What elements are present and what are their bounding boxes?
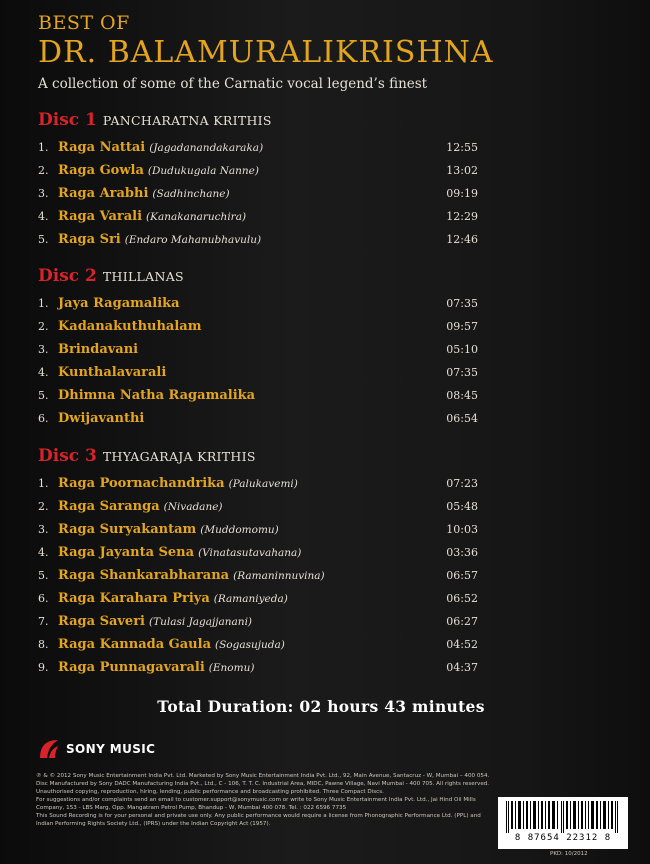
track-number: 4.	[38, 210, 49, 223]
track-title: Dwijavanthi	[58, 411, 145, 426]
track-row	[38, 472, 478, 495]
track-duration: 12:46	[446, 233, 478, 246]
disc-heading	[38, 110, 478, 134]
track-row	[38, 159, 478, 182]
track-row	[38, 228, 478, 251]
track-title: Raga Punnagavarali (Enomu)	[58, 660, 255, 675]
track-title: Raga Suryakantam (Muddomomu)	[58, 522, 279, 537]
track-row	[38, 338, 478, 361]
track-duration: 13:02	[446, 164, 478, 177]
track-duration: 09:19	[446, 187, 478, 200]
track-duration: 06:52	[446, 592, 478, 605]
track-row	[38, 495, 478, 518]
disc-3-section	[38, 446, 478, 679]
track-duration: 10:03	[446, 523, 478, 536]
track-number: 5.	[38, 569, 49, 582]
track-number: 6.	[38, 412, 49, 425]
track-duration: 05:10	[446, 343, 478, 356]
track-row	[38, 182, 478, 205]
track-row	[38, 541, 478, 564]
track-row	[38, 610, 478, 633]
disc-label: Disc 2	[38, 266, 97, 286]
legal-text	[36, 772, 496, 828]
track-duration: 04:37	[446, 661, 478, 674]
legal-paragraph: This Sound Recording is for your personal and private use only. Any public performance would require a license from Phonographic Performance Ltd. (PPL) and Indian Performing Rights Society Ltd., (IPRS) under the Indian Copyright Act (1957).	[36, 813, 481, 827]
track-duration: 06:57	[446, 569, 478, 582]
legal-paragraph: ℗ & © 2012 Sony Music Entertainment India Pvt. Ltd. Marketed by Sony Music Entertainment India Pvt. Ltd., 92, Main Avenue, Santacruz - W, Mumbai – 400 054. Disc Manufactured by Sony DADC Manufacturing India Pvt., Ltd., C - 106, T. T. C. Industrial Area, MIDC, Pawne Village, Navi Mumbai - 400 705. All rights reserved. Unauthorised copying, reproduction, hiring, lending, public performance and broadcasting prohibited. Three Compact Discs.	[36, 773, 490, 795]
track-duration: 06:27	[446, 615, 478, 628]
pkd-date: PKD: 10/2012	[550, 851, 588, 857]
track-duration: 07:35	[446, 366, 478, 379]
track-number: 1.	[38, 141, 49, 154]
track-subtitle: (Jagadanandakaraka)	[149, 142, 264, 154]
track-row	[38, 518, 478, 541]
track-row	[38, 384, 478, 407]
disc-1-section	[38, 110, 478, 251]
track-duration: 06:54	[446, 412, 478, 425]
disc-label: Disc 1	[38, 110, 97, 130]
album-subtitle: A collection of some of the Carnatic vocal legend’s finest	[38, 76, 428, 92]
track-title: Raga Gowla (Dudukugala Nanne)	[58, 163, 259, 178]
total-duration-label: Total Duration:	[157, 697, 294, 716]
track-row	[38, 361, 478, 384]
track-number: 5.	[38, 389, 49, 402]
header	[38, 12, 494, 92]
track-duration: 04:52	[446, 638, 478, 651]
track-title: Raga Arabhi (Sadhinchane)	[58, 186, 230, 201]
track-number: 8.	[38, 638, 49, 651]
track-subtitle: (Vinatasutavahana)	[198, 547, 302, 559]
track-row	[38, 315, 478, 338]
track-title: Dhimna Natha Ragamalika	[58, 388, 256, 403]
track-subtitle: (Tulasi Jagajjanani)	[149, 616, 253, 628]
track-title: Brindavani	[58, 342, 139, 357]
track-row	[38, 205, 478, 228]
track-title: Kadanakuthuhalam	[58, 319, 202, 334]
track-row	[38, 564, 478, 587]
track-number: 2.	[38, 500, 49, 513]
disc-heading	[38, 446, 478, 470]
track-title: Raga Varali (Kanakanaruchira)	[58, 209, 247, 224]
track-title: Raga Jayanta Sena (Vinatasutavahana)	[58, 545, 302, 560]
track-number: 1.	[38, 297, 49, 310]
track-subtitle: (Enomu)	[208, 662, 255, 674]
track-subtitle: (Sogasujuda)	[215, 639, 285, 651]
sony-music-brand	[36, 734, 155, 764]
track-title: Raga Sri (Endaro Mahanubhavulu)	[58, 232, 262, 247]
track-row	[38, 587, 478, 610]
track-row	[38, 633, 478, 656]
track-title: Raga Saveri (Tulasi Jagajjanani)	[58, 614, 253, 629]
barcode-number: 8 87654 22312 8	[514, 833, 612, 843]
track-subtitle: (Sadhinchane)	[152, 188, 230, 200]
track-number: 3.	[38, 523, 49, 536]
track-row	[38, 407, 478, 430]
track-subtitle: (Ramaninnuvina)	[233, 570, 325, 582]
track-number: 4.	[38, 546, 49, 559]
track-duration: 12:29	[446, 210, 478, 223]
track-duration: 09:57	[446, 320, 478, 333]
track-number: 5.	[38, 233, 49, 246]
disc-2-section	[38, 266, 478, 430]
track-subtitle: (Kanakanaruchira)	[146, 211, 247, 223]
header-kicker: BEST OF	[38, 12, 130, 34]
track-duration: 03:36	[446, 546, 478, 559]
track-duration: 07:35	[446, 297, 478, 310]
track-title: Raga Karahara Priya (Ramaniyeda)	[58, 591, 288, 606]
track-number: 3.	[38, 187, 49, 200]
track-subtitle: (Muddomomu)	[200, 524, 279, 536]
track-subtitle: (Nivadane)	[163, 501, 223, 513]
track-title: Kunthalavarali	[58, 365, 167, 380]
track-duration: 12:55	[446, 141, 478, 154]
track-number: 3.	[38, 343, 49, 356]
disc-name: THYAGARAJA KRITHIS	[102, 449, 256, 464]
track-number: 9.	[38, 661, 49, 674]
barcode	[498, 797, 628, 849]
barcode-bars-icon	[504, 801, 622, 833]
disc-heading	[38, 266, 478, 290]
track-title: Jaya Ragamalika	[58, 296, 180, 311]
disc-label: Disc 3	[38, 446, 97, 466]
total-duration	[0, 697, 650, 716]
track-number: 1.	[38, 477, 49, 490]
track-title: Raga Poornachandrika (Palukavemi)	[58, 476, 298, 491]
brand-name: SONY MUSIC	[66, 742, 156, 756]
track-row	[38, 292, 478, 315]
track-duration: 05:48	[446, 500, 478, 513]
track-title: Raga Saranga (Nivadane)	[58, 499, 223, 514]
track-duration: 07:23	[446, 477, 478, 490]
track-number: 7.	[38, 615, 49, 628]
track-subtitle: (Palukavemi)	[228, 478, 298, 490]
track-duration: 08:45	[446, 389, 478, 402]
disc-name: THILLANAS	[102, 269, 184, 284]
track-subtitle: (Dudukugala Nanne)	[147, 165, 259, 177]
track-subtitle: (Endaro Mahanubhavulu)	[124, 234, 262, 246]
track-number: 2.	[38, 320, 49, 333]
sony-music-logo-icon	[36, 736, 62, 762]
track-row	[38, 656, 478, 679]
track-number: 2.	[38, 164, 49, 177]
legal-paragraph: For suggestions and/or complaints send an email to customer.support@sonymusic.com or write to Sony Music Entertainment India Pvt. Ltd., Jai Hind Oil Mills Company, 153 - LBS Marg, Opp. Mangatram Petrol Pump, Bhandup - W, Mumbai 400 078. Tel. : 022 6596 7735	[36, 797, 476, 811]
total-duration-value: 02 hours 43 minutes	[299, 697, 485, 716]
disc-name: PANCHARATNA KRITHIS	[102, 113, 272, 128]
track-title: Raga Nattai (Jagadanandakaraka)	[58, 140, 264, 155]
track-row	[38, 136, 478, 159]
album-title: DR. BALAMURALIKRISHNA	[38, 35, 494, 70]
track-number: 6.	[38, 592, 49, 605]
track-title: Raga Kannada Gaula (Sogasujuda)	[58, 637, 285, 652]
track-number: 4.	[38, 366, 49, 379]
track-title: Raga Shankarabharana (Ramaninnuvina)	[58, 568, 325, 583]
track-subtitle: (Ramaniyeda)	[213, 593, 288, 605]
